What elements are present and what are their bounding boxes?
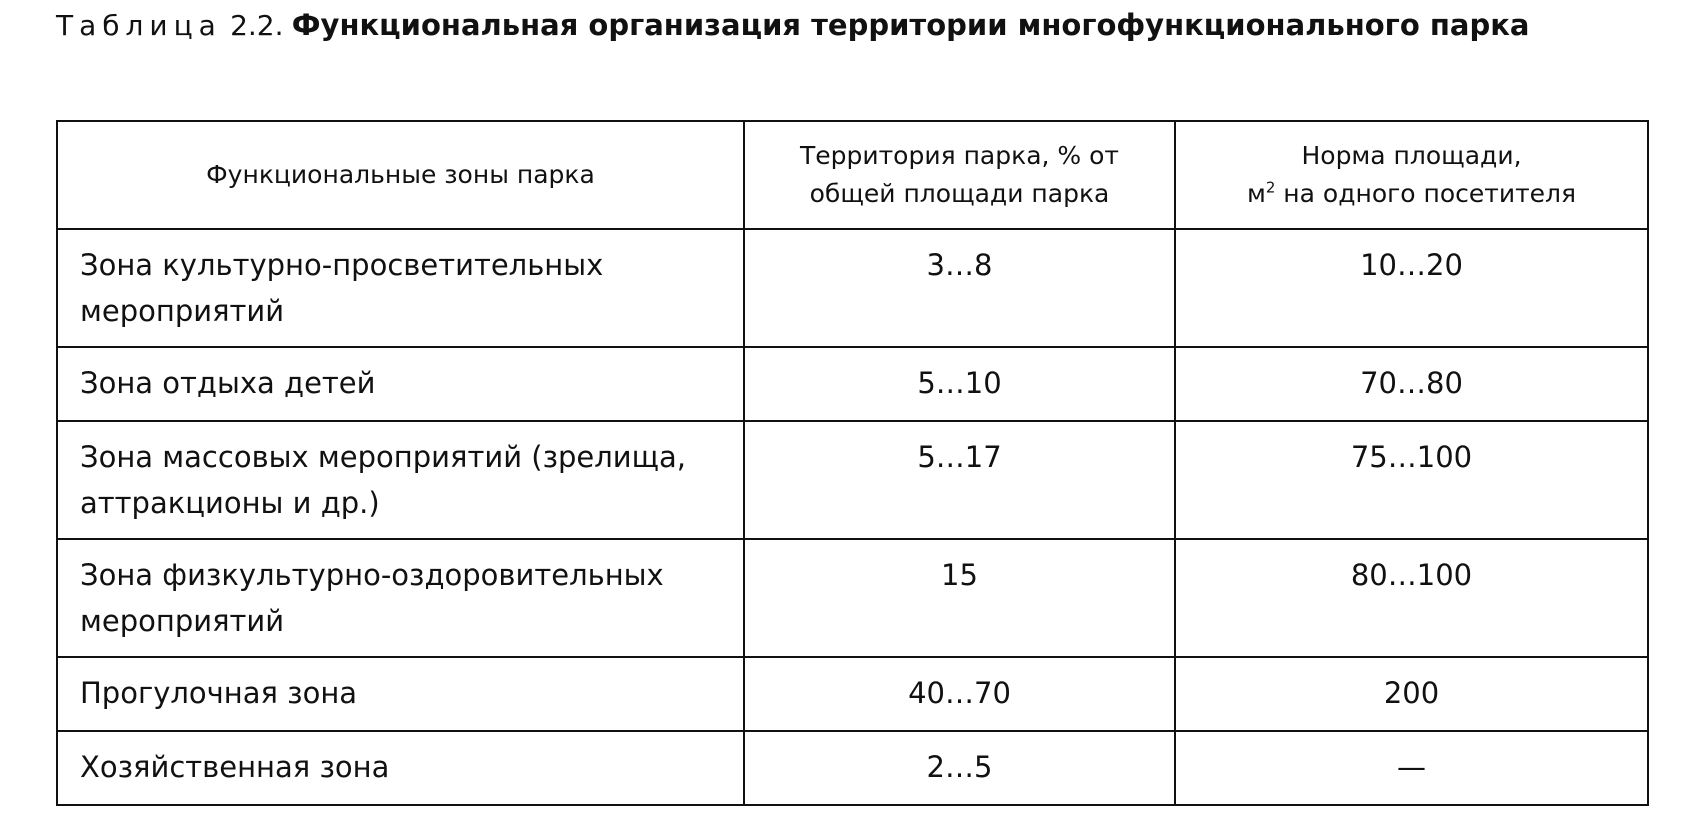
zone-cell: Хозяйственная зона	[57, 731, 744, 805]
zone-cell: Зона культурно-просветительных мероприятий	[57, 229, 744, 347]
norm-cell: 80…100	[1175, 539, 1648, 657]
zone-cell: Зона массовых мероприятий (зрелища, аттракционы и др.)	[57, 421, 744, 539]
header-norm-unit: м	[1246, 179, 1266, 208]
share-cell: 40…70	[744, 657, 1175, 731]
zone-cell: Зона физкультурно-оздоровительных мероприятий	[57, 539, 744, 657]
norm-cell: 75…100	[1175, 421, 1648, 539]
norm-cell: —	[1175, 731, 1648, 805]
header-norm-unit-exponent: 2	[1265, 178, 1276, 197]
zones-table	[56, 120, 1649, 806]
table-row	[57, 421, 1648, 539]
caption-label: Таблица	[56, 9, 222, 42]
table-row	[57, 657, 1648, 731]
norm-cell: 70…80	[1175, 347, 1648, 421]
header-zones: Функциональные зоны парка	[57, 121, 744, 229]
norm-cell: 10…20	[1175, 229, 1648, 347]
header-share: Территория парка, % от общей площади парка	[744, 121, 1175, 229]
share-cell: 5…10	[744, 347, 1175, 421]
caption-number: 2.2.	[230, 9, 284, 42]
norm-cell: 200	[1175, 657, 1648, 731]
table-row	[57, 229, 1648, 347]
header-norm	[1175, 121, 1648, 229]
table-header-row	[57, 121, 1648, 229]
share-cell: 2…5	[744, 731, 1175, 805]
zone-cell: Прогулочная зона	[57, 657, 744, 731]
share-cell: 5…17	[744, 421, 1175, 539]
header-norm-suffix: на одного посетителя	[1275, 179, 1577, 208]
share-cell: 15	[744, 539, 1175, 657]
table-row	[57, 347, 1648, 421]
table-row	[57, 539, 1648, 657]
caption-title: Функциональная организация территории многофункционального парка	[291, 8, 1530, 42]
zone-cell: Зона отдыха детей	[57, 347, 744, 421]
table-row	[57, 731, 1648, 805]
share-cell: 3…8	[744, 229, 1175, 347]
table-caption	[56, 2, 1616, 49]
header-norm-prefix: Норма площади,	[1301, 141, 1522, 170]
